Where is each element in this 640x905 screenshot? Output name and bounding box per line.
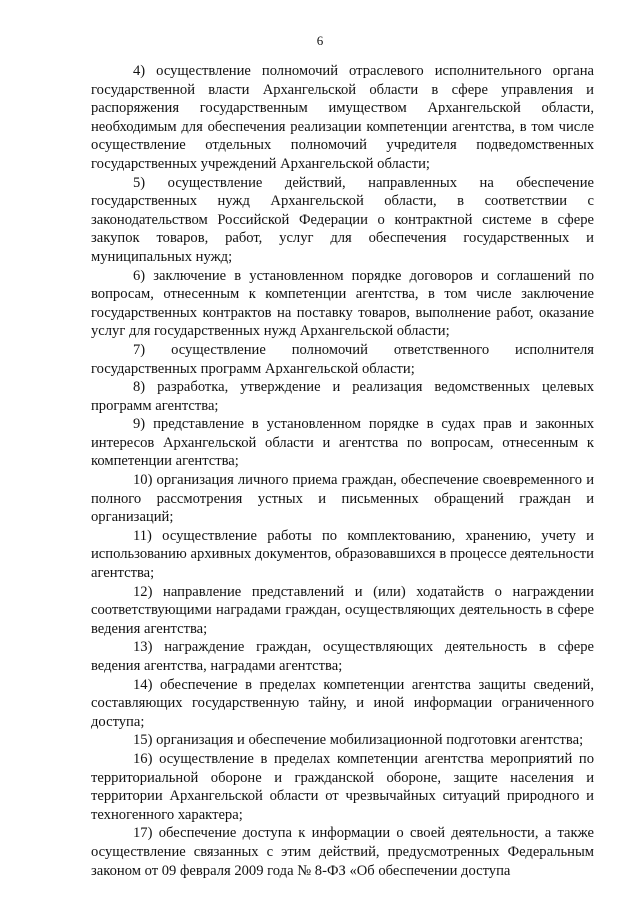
list-item-6: 6) заключение в установленном порядке договоров и соглашений по вопросам, отнесенным к компетенции агентства, в том числе заключение государственных контрактов на поставку товаров, выполнение работ, оказание услуг для государственных нужд Архангельской области; bbox=[91, 267, 594, 340]
list-item-14: 14) обеспечение в пределах компетенции агентства защиты сведений, составляющих государственную тайну, и иной информации ограниченного доступа; bbox=[91, 676, 594, 730]
list-item-16: 16) осуществление в пределах компетенции агентства мероприятий по территориальной обороне и гражданской обороне, защите населения и территории Архангельской области от чрезвычайных ситуаций природного и техногенного характера; bbox=[91, 750, 594, 823]
list-item-17: 17) обеспечение доступа к информации о своей деятельности, а также осуществление связанных с этим действий, предусмотренных Федеральным законом от 09 февраля 2009 года № 8-ФЗ «Об обеспечении доступа bbox=[91, 825, 594, 879]
list-item-12: 12) направление представлений и (или) ходатайств о награждении соответствующими наградами граждан, осуществляющих деятельность в сфере ведения агентства; bbox=[91, 583, 594, 637]
list-item-7: 7) осуществление полномочий ответственного исполнителя государственных программ Архангельской области; bbox=[91, 341, 594, 377]
list-item-9: 9) представление в установленном порядке в судах прав и законных интересов Архангельской области и агентства по вопросам, отнесенным к компетенции агентства; bbox=[91, 416, 594, 470]
list-item-5: 5) осуществление действий, направленных на обеспечение государственных нужд Архангельской области, в соответствии с законодательством Российской Федерации о контрактной системе в сфере закупок товаров, работ, услуг для обеспечения государственных и муниципальных нужд; bbox=[91, 174, 594, 265]
list-item-11: 11) осуществление работы по комплектованию, хранению, учету и использованию архивных документов, образовавшихся в процессе деятельности агентства; bbox=[91, 527, 594, 582]
page-number: 6 bbox=[316, 33, 324, 48]
list-item-13: 13) награждение граждан, осуществляющих деятельность в сфере ведения агентства, наградами агентства; bbox=[91, 639, 594, 674]
list-item-15: 15) организация и обеспечение мобилизационной подготовки агентства; bbox=[133, 732, 584, 749]
list-item-4: 4) осуществление полномочий отраслевого исполнительного органа государственной власти Архангельской области в сфере управления и распоряжения государственным имуществом Архангельской области, необходимым для обеспечения реализации компетенции агентства, в том числе осуществление отдельных полномочий учредителя подведомственных государственных учреждений Архангельской области; bbox=[91, 63, 594, 172]
list-item-8: 8) разработка, утверждение и реализация ведомственных целевых программ агентства; bbox=[91, 379, 594, 414]
paragraph-list bbox=[91, 62, 594, 880]
list-item-10: 10) организация личного приема граждан, обеспечение своевременного и полного рассмотрения устных и письменных обращений граждан и организаций; bbox=[91, 472, 594, 526]
